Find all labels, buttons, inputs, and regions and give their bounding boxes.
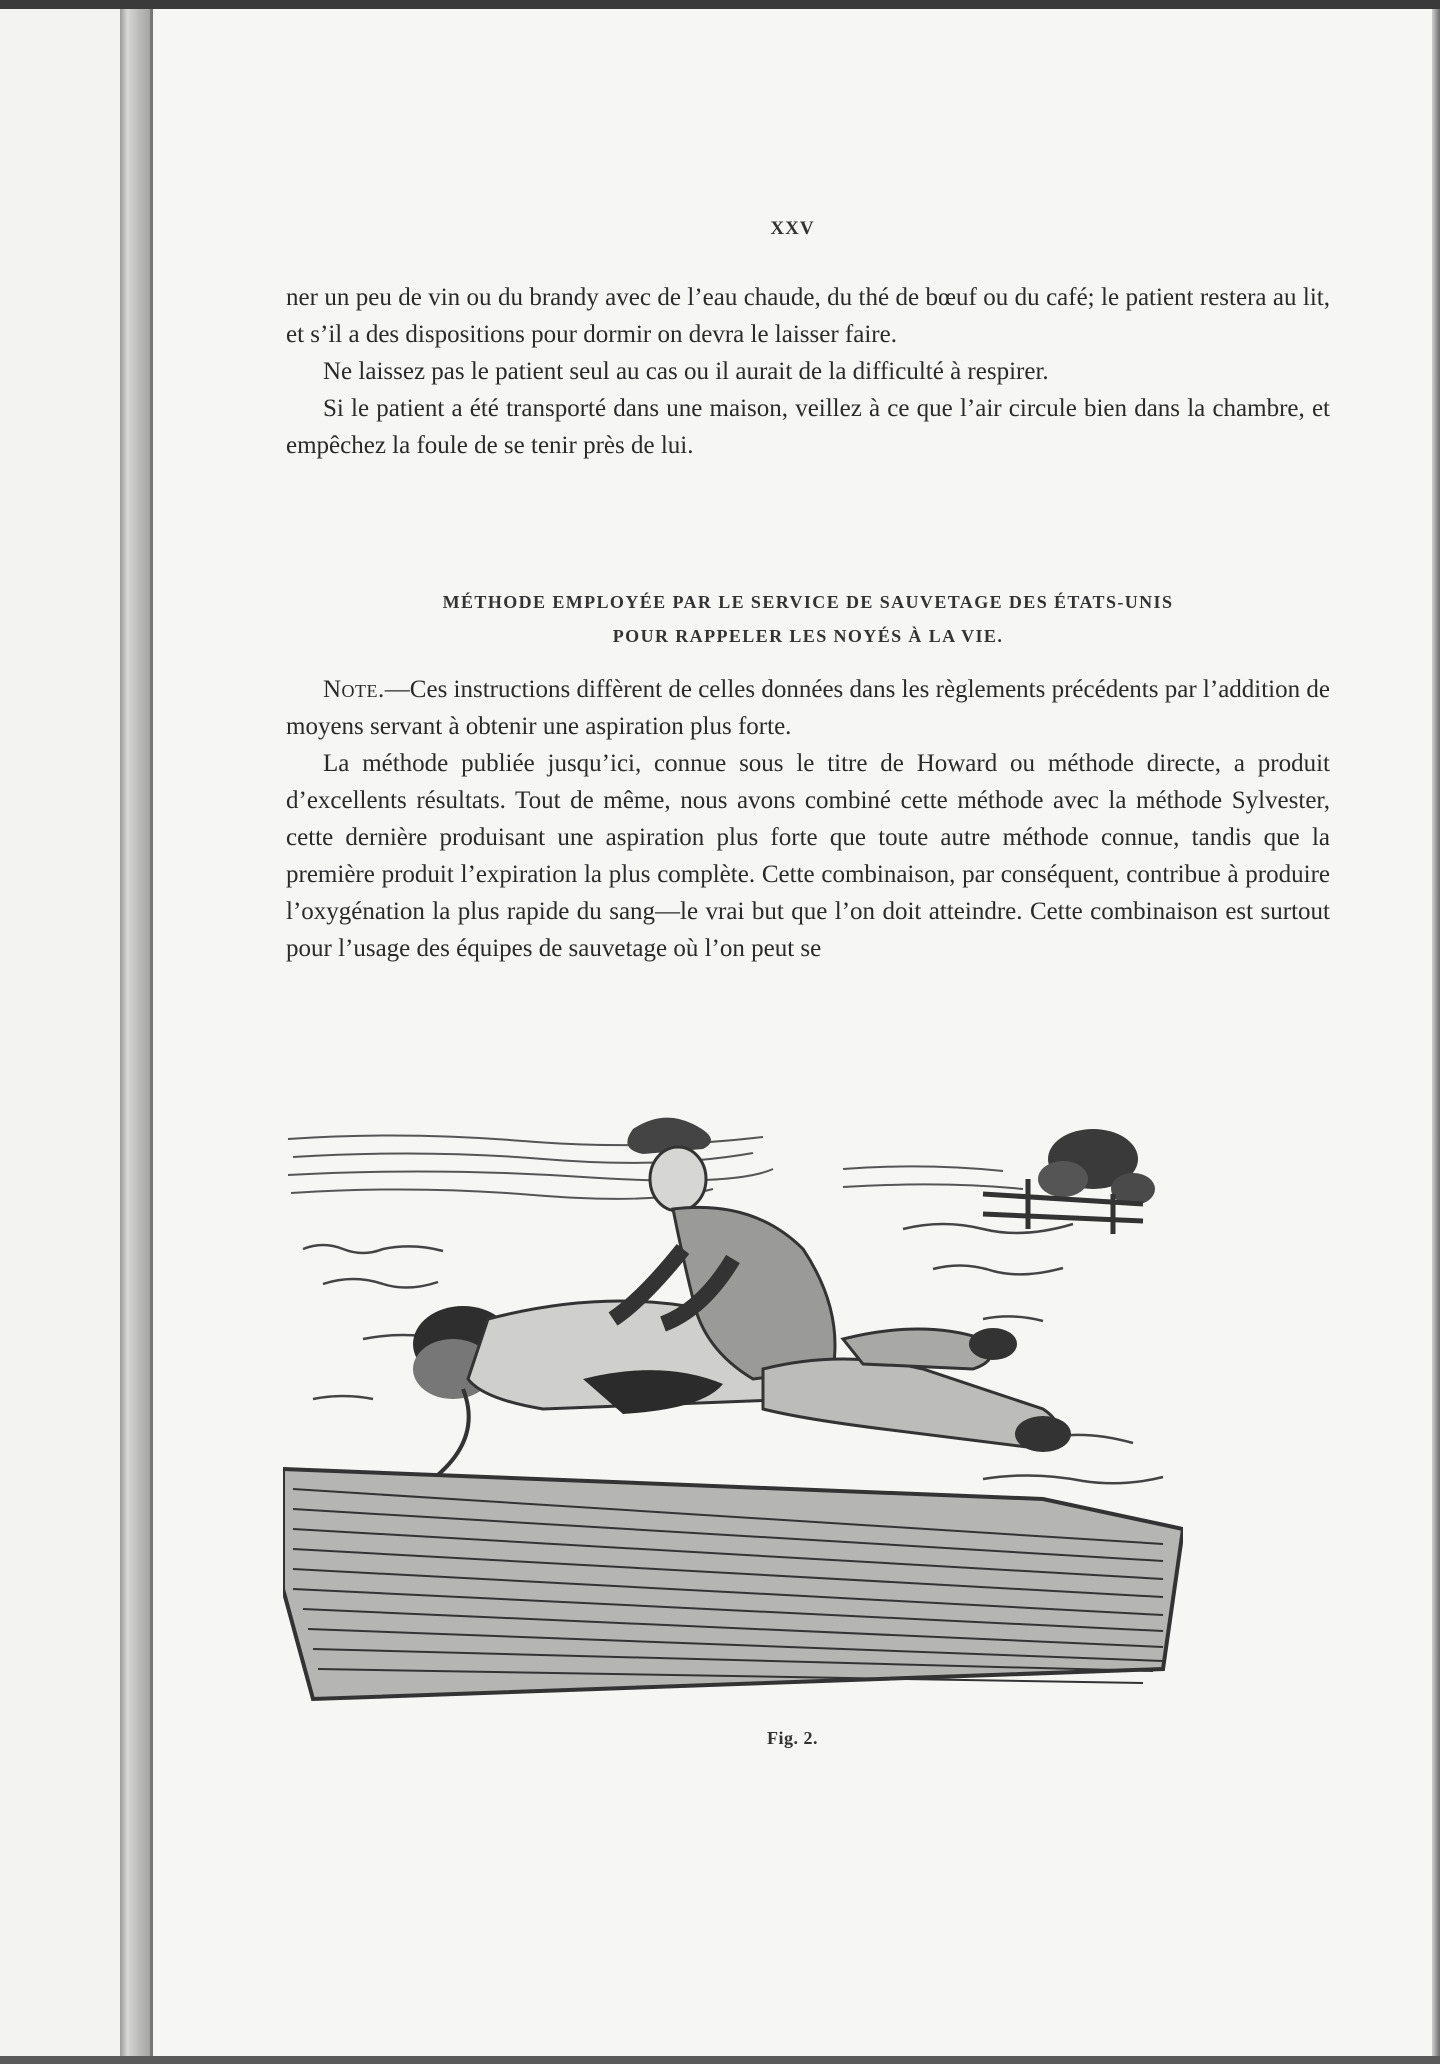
page-number: XXV [770, 218, 815, 239]
scan-bottom-border [0, 2056, 1440, 2064]
paragraph-note [286, 671, 1330, 745]
note-text: —Ces instructions diffèrent de celles données dans les règlements précédents par l’addition de moyens servant à obtenir une aspiration plus forte. [286, 676, 1330, 740]
heading-line-1: MÉTHODE EMPLOYÉE PAR LE SERVICE DE SAUVETAGE DES ÉTATS-UNIS [442, 592, 1174, 612]
wooden-plank [283, 1469, 1183, 1699]
text-block-top [286, 279, 1330, 464]
figure-caption: Fig. 2. [767, 1728, 818, 1748]
paragraph-air: Si le patient a été transporté dans une maison, veillez à ce que l’air circule bien dans la chambre, et empêchez la foule de se tenir près de lui. [286, 395, 1330, 459]
trees [1038, 1129, 1155, 1205]
text-block-bottom [286, 671, 1330, 967]
page-right-edge [1432, 9, 1440, 2056]
paragraph-continued: ner un peu de vin ou du brandy avec de l’eau chaude, du thé de bœuf ou du café; le patient restera au lit, et s’il a des dispositions pour dormir on devra le laisser faire. [286, 284, 1330, 348]
book-page [153, 9, 1432, 2056]
section-heading [286, 585, 1330, 653]
book-binding [120, 9, 150, 2056]
heading-line-2: POUR RAPPELER LES NOYÉS À LA VIE. [612, 626, 1004, 646]
figure-illustration [283, 1109, 1183, 1709]
scan-top-border [0, 0, 1440, 9]
paragraph-alone: Ne laissez pas le patient seul au cas ou il aurait de la difficulté à respirer. [323, 358, 1049, 385]
paragraph-method: La méthode publiée jusqu’ici, connue sous le titre de Howard ou méthode directe, a produit d’excellents résultats. Tout de même, nous avons combiné cette méthode avec la méthode Sylvester, cette dernière produisant une aspiration plus forte que toute autre méthode connue, tandis que la première produit l’expiration la plus complète. Cette combinaison, par conséquent, contribue à produire l’oxygénation la plus rapide du sang—le vrai but que l’on doit atteindre. Cette combinaison est surtout pour l’usage des équipes de sauvetage où l’on peut se [286, 750, 1330, 962]
note-label: Note. [323, 676, 385, 703]
